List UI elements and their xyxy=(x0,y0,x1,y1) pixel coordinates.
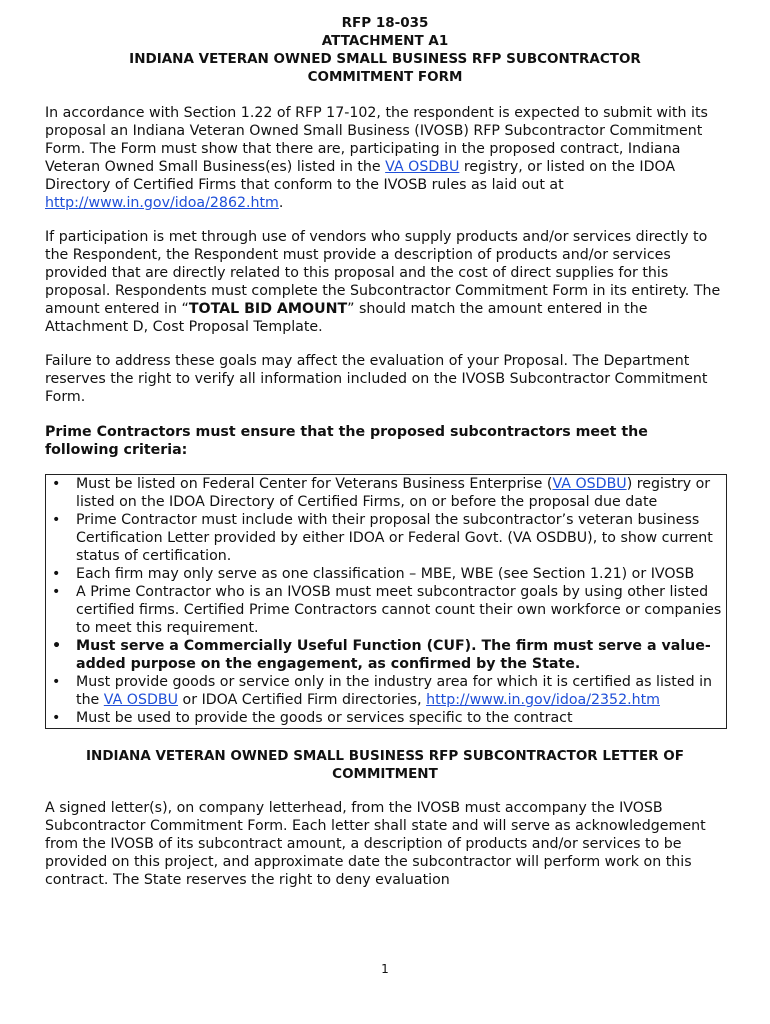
bullet-icon: • xyxy=(52,638,62,654)
section-title-line1: INDIANA VETERAN OWNED SMALL BUSINESS RFP SUBCONTRACTOR LETTER OF xyxy=(86,748,684,764)
idoa-2862-link[interactable]: http://www.in.gov/idoa/2862.htm xyxy=(45,195,279,211)
bullet-icon: • xyxy=(52,710,61,726)
criteria-text: A Prime Contractor who is an IVOSB must meet subcontractor goals by using other listed certified firms. Certified Prime Contractors cannot count their own workforce or companies to meet this requirement. xyxy=(76,584,722,636)
criteria-item xyxy=(46,637,726,673)
bullet-icon: • xyxy=(52,674,61,690)
bullet-icon: • xyxy=(52,584,61,600)
bullet-icon: • xyxy=(52,566,61,582)
criteria-item xyxy=(46,583,726,637)
criteria-item xyxy=(46,475,726,511)
criteria-text: Each firm may only serve as one classification – MBE, WBE (see Section 1.21) or IVOSB xyxy=(76,566,695,582)
failure-paragraph: Failure to address these goals may affect the evaluation of your Proposal. The Department reserves the right to verify all information included on the IVOSB Subcontractor Commitment Form. xyxy=(45,353,708,405)
bullet-icon: • xyxy=(52,476,61,492)
section-title-line2: COMMITMENT xyxy=(332,766,438,782)
criteria-text: ) registry or listed on the IDOA Directory of Certified Firms, on or before the proposal due date xyxy=(76,476,711,510)
criteria-item xyxy=(46,565,726,583)
criteria-text: Must provide goods or service only in the industry area for which it is certified as listed in the xyxy=(76,674,713,708)
criteria-box xyxy=(45,474,727,729)
criteria-text: Must serve a Commercially Useful Function (CUF). The firm must serve a value-added purpose on the engagement, as confirmed by the State. xyxy=(76,638,711,672)
bullet-icon: • xyxy=(52,512,61,528)
criteria-list xyxy=(46,475,726,727)
intro-paragraph xyxy=(45,104,725,212)
page-number: 1 xyxy=(381,962,389,976)
criteria-item xyxy=(46,511,726,565)
criteria-text: Prime Contractor must include with their proposal the subcontractor’s veteran business Certification Letter provided by either IDOA or Federal Govt. (VA OSDBU), to show current status of certification. xyxy=(76,512,713,564)
criteria-text: Must be used to provide the goods or services specific to the contract xyxy=(76,710,573,726)
letter-paragraph: A signed letter(s), on company letterhead, from the IVOSB must accompany the IVOSB Subcontractor Commitment Form. Each letter shall state and will serve as acknowledgement from the IVOSB of its subcontract amount, a description of products and/or services to be provided on this project, and approximate date the subcontractor will perform work on this contract. The State reserves the right to deny evaluation xyxy=(45,800,706,888)
idoa-2352-link[interactable]: http://www.in.gov/idoa/2352.htm xyxy=(426,692,660,708)
document-header xyxy=(45,14,725,86)
intro-text-3: . xyxy=(278,195,284,211)
document-page xyxy=(45,14,725,889)
criteria-text: or IDOA Certified Firm directories, xyxy=(178,692,427,708)
participation-text-1: If participation is met through use of vendors who supply products and/or services directly to the Respondent, the Respondent must provide a description of products and/or services provided that are directly related to this proposal and the cost of direct supplies for this proposal. Respondents must complete the Subcontractor Commitment Form in its entirety. The amount entered in “ xyxy=(45,229,721,317)
criteria-item xyxy=(46,709,726,727)
participation-paragraph xyxy=(45,228,725,336)
va-osdbu-link[interactable]: VA OSDBU xyxy=(103,692,179,708)
prime-contractors-heading: Prime Contractors must ensure that the proposed subcontractors meet the following criteria: xyxy=(45,424,648,458)
letter-of-commitment-title xyxy=(45,747,725,783)
rfp-number: RFP 18-035 xyxy=(341,15,429,31)
va-osdbu-link[interactable]: VA OSDBU xyxy=(385,159,460,175)
participation-text-2: ” should match the amount entered in the Attachment D, Cost Proposal Template. xyxy=(45,301,648,335)
criteria-item xyxy=(46,673,726,709)
intro-text-2: registry, or listed on the IDOA Directory of Certified Firms that conform to the IVOSB rules as laid out at xyxy=(45,159,676,193)
total-bid-amount-label: TOTAL BID AMOUNT xyxy=(188,301,348,317)
va-osdbu-link[interactable]: VA OSDBU xyxy=(552,476,627,492)
form-title-line2: COMMITMENT FORM xyxy=(307,69,463,85)
intro-text-1: In accordance with Section 1.22 of RFP 17-102, the respondent is expected to submit with its proposal an Indiana Veteran Owned Small Business (IVOSB) RFP Subcontractor Commitment Form. The Form must show that there are, participating in the proposed contract, Indiana Veteran Owned Small Business(es) listed in the xyxy=(45,105,708,175)
form-title-line1: INDIANA VETERAN OWNED SMALL BUSINESS RFP SUBCONTRACTOR xyxy=(129,51,641,67)
criteria-text: Must be listed on Federal Center for Veterans Business Enterprise ( xyxy=(76,476,553,492)
attachment-label: ATTACHMENT A1 xyxy=(321,33,449,49)
